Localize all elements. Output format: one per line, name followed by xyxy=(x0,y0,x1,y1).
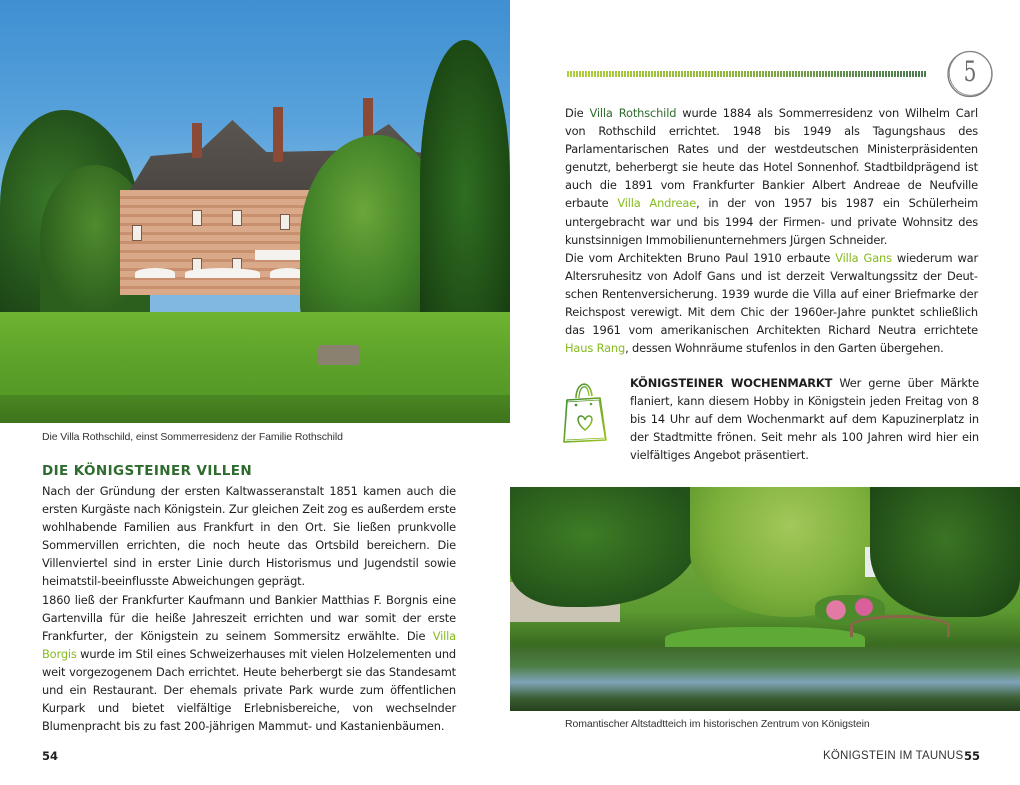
chapter-number: 5 xyxy=(963,55,977,88)
tree-stump xyxy=(318,345,360,365)
text-run: Die vom Architekten Bruno Paul 1910 erbaute xyxy=(565,250,836,265)
villa-window xyxy=(232,210,242,226)
market-tip-box xyxy=(560,376,980,466)
place-name-highlight: Villa Gans xyxy=(835,250,892,265)
place-name-highlight: Villa Andreae xyxy=(617,196,697,211)
paragraph xyxy=(565,104,978,249)
parasol xyxy=(185,268,260,278)
market-tip-paragraph xyxy=(630,374,979,464)
market-tip-title: KÖNIGSTEINER WOCHENMARKT xyxy=(630,376,833,390)
section-title: DIE KÖNIGSTEINER VILLEN xyxy=(42,463,253,479)
altstadtteich-photo xyxy=(510,487,1020,711)
shopping-bag-heart-icon xyxy=(560,376,610,446)
text-run: wurde 1884 als Sommerresidenz von Wilhelm Carl von Rothschild errichtet. 1948 bis 1949 als Tagungshaus des Parlamentarischen Rates und der westdeutschen Ministerpräsidenten genutzt, beherbergt sie heute das Hotel Sonnenhof. Stadtbildprägend ist auch die 1891 vom Frankfurter Bankier Albert Andreae de Neufville erbaute xyxy=(565,106,978,211)
villa-facade xyxy=(120,190,320,295)
market-tip-body: Wer gerne über Märkte flaniert, kann diesem Hobby in Königstein jeden Freitag von 8 bis 14 Uhr auf dem Wochenmarkt auf dem Kapuzinerplatz in der Stadtmitte frönen. Seit mehr als 100 Jahren wird hier ein vielfältiges Angebot präsentiert. xyxy=(630,376,979,463)
market-tip-text xyxy=(630,374,979,464)
photo-wooden-bridge xyxy=(850,615,950,637)
right-body-text xyxy=(565,104,978,357)
villa-window xyxy=(280,214,290,230)
place-name-highlight: Haus Rang xyxy=(565,341,626,356)
paragraph xyxy=(565,249,978,358)
text-run: 1860 ließ der Frankfurter Kaufmann und Bankier Matthias F. Borgnis eine Gartenvilla für die heiße Jahreszeit errichten und war somit der erste Frankfurter, der Königstein zu seinem Sommersitz erwählte. Die xyxy=(42,592,456,643)
place-name-highlight: Villa Rothschild xyxy=(589,106,677,120)
photo-caption-left: Die Villa Rothschild, einst Sommerresidenz der Familie Rothschild xyxy=(42,431,343,443)
photo-pond-water xyxy=(510,647,1020,711)
villa-chimney xyxy=(273,107,283,162)
place-name-highlight: Villa Borgis xyxy=(42,628,456,661)
photo-trees xyxy=(420,40,510,320)
chapter-badge xyxy=(946,49,994,99)
text-run: wurde im Stil eines Schweizerhauses mit vielen Holzelementen und weit vorgezogenem Dach errichtet. Heute beherbergt sie das Standesamt und ein Restaurant. Der ehemals private Park wurde zum öffentlichen Kurpark und bietet vielfältige Erlebnisbereiche, von wechselnder Blumenpracht bis zu fast 200-jährigen Mammut- und Kastanienbäumen. xyxy=(42,646,456,734)
left-body-text xyxy=(42,482,456,735)
text-run: , dessen Wohnräume stufenlos in den Garten übergehen. xyxy=(625,341,944,356)
page-number-right: 55 xyxy=(964,749,981,763)
parasol xyxy=(135,268,175,278)
villa-chimney xyxy=(192,123,202,158)
lawn-shadow xyxy=(0,395,510,423)
villa-rothschild-photo xyxy=(0,0,510,423)
text-run: wiederum war Altersruhesitz von Adolf Gans und ist derzeit Verwaltungssitz der Deutschen Rentenversicherung. 1939 wurde die Villa auf einer Briefmarke der Reichspost verewigt. Mit dem Chic der 1960er-Jahre punktet schließlich das 1961 vom amerikanischen Architekten Richard Neutra errichtete xyxy=(565,250,978,338)
decorative-dashed-rule xyxy=(566,71,926,77)
villa-window xyxy=(192,210,202,226)
text-run: Nach der Gründung der ersten Kaltwasseranstalt 1851 kamen auch die ersten Kurgäste nach Königstein. Zur gleichen Zeit zog es außerdem erste wohlhabende Familien aus Frankfurt in den Ort. Sie ließen prunkvolle Sommervillen errichten, die noch heute das Ortsbild bereichern. Die Villenviertel sind in erster Linie durch Historismus und Jugendstil sowie heimatstil-beeinflusste Abweichungen geprägt. xyxy=(42,484,456,589)
running-head: KÖNIGSTEIN IM TAUNUS xyxy=(823,750,964,762)
photo-trees xyxy=(510,487,700,607)
text-run: Die xyxy=(565,106,590,120)
photo-caption-right: Romantischer Altstadtteich im historischen Zentrum von Königstein xyxy=(565,718,870,730)
page-number-left: 54 xyxy=(42,749,59,763)
photo-trees xyxy=(870,487,1020,617)
villa-window xyxy=(132,225,142,241)
paragraph xyxy=(42,591,456,736)
text-run: , in der von 1957 bis 1987 ein Schülerheim untergebracht war und bis 1994 der Firmen- und private Wohnsitz des kunstsinnigen Immobilienunternehmers Jürgen Schneider. xyxy=(565,196,979,247)
paragraph xyxy=(42,482,456,591)
